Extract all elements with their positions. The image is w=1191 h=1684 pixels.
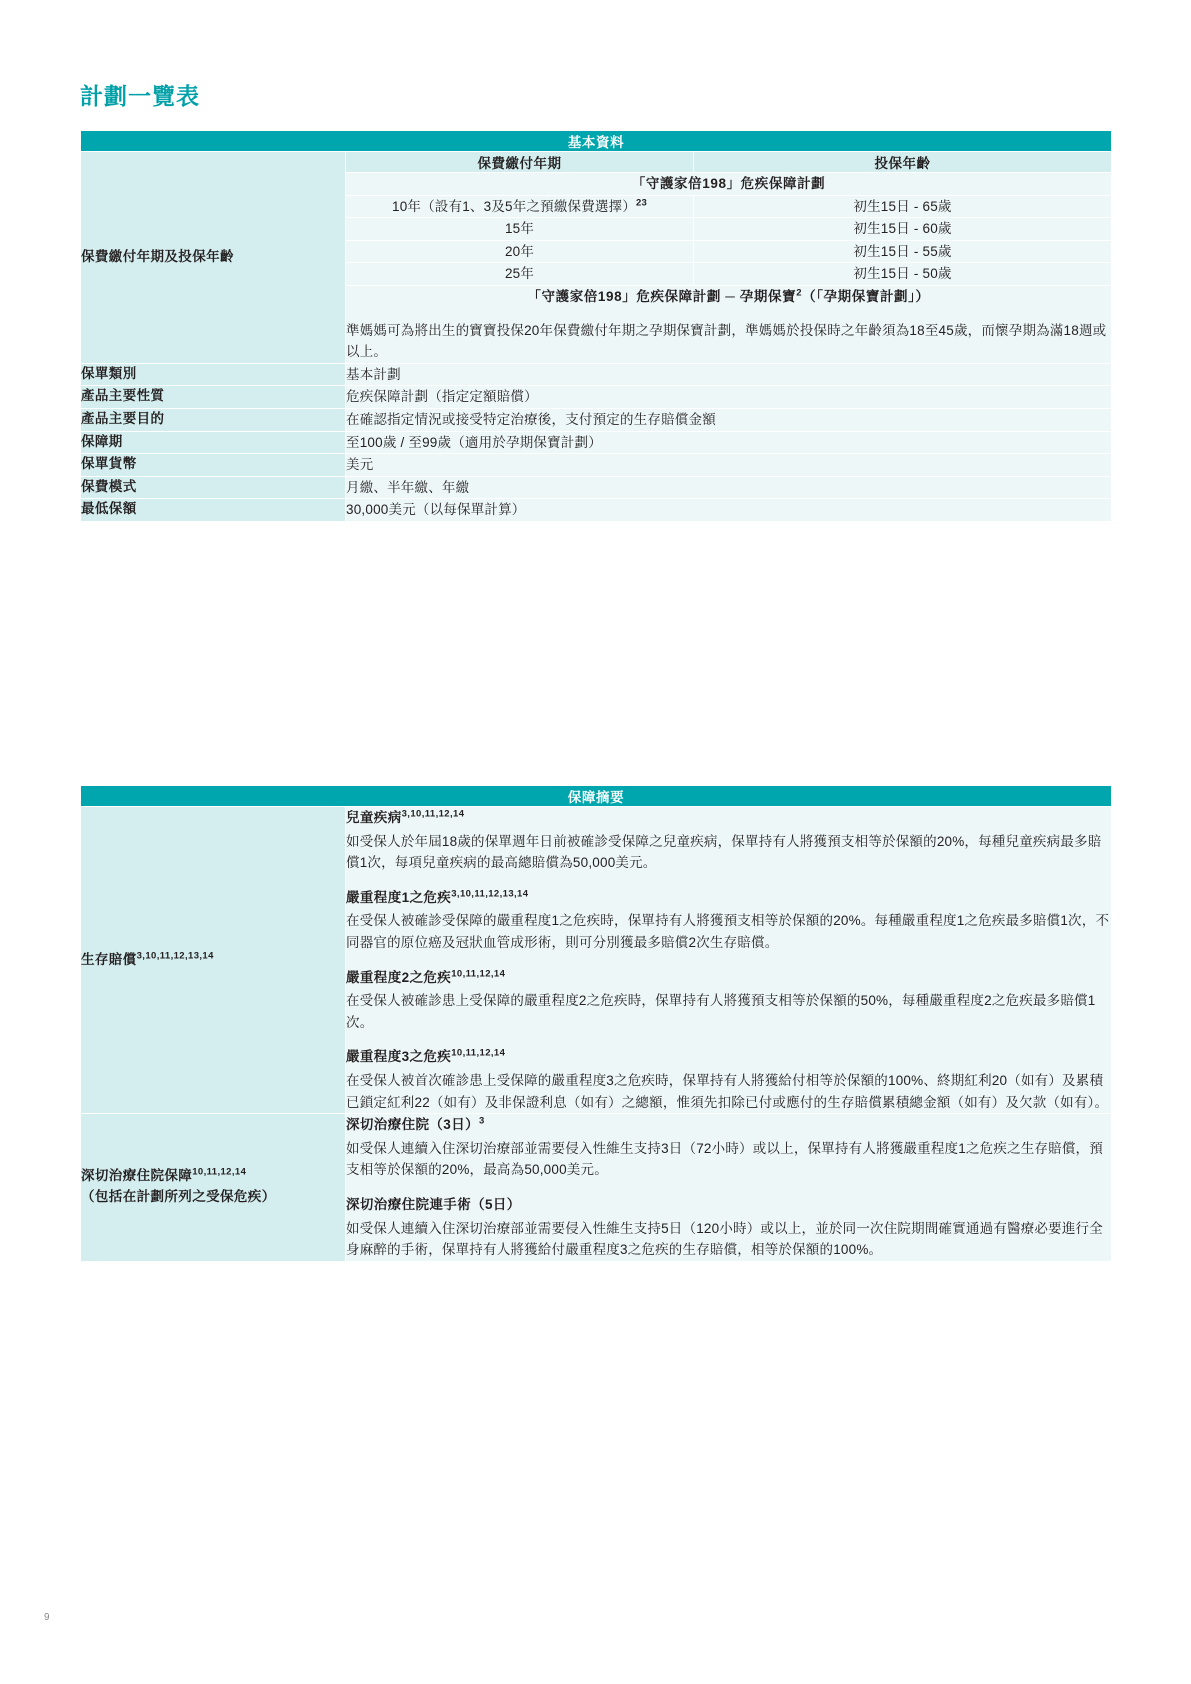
benefit-body-icu-3days: 如受保人連續入住深切治療部並需要侵入性維生支持3日（72小時）或以上，保單持有人將獲嚴重程度1之危疾之生存賠償，預支相等於保額的20%，最高為50,000美元。: [346, 1140, 1103, 1178]
table-row: [81, 152, 1112, 173]
basic-info-table: [80, 130, 1112, 522]
benefit-body-severity-3: 在受保人被首次確診患上受保障的嚴重程度3之危疾時，保單持有人將獲給付相等於保額的100%、終期紅利20（如有）及累積已鎖定紅利22（如有）及非保證利息（如有）之總額，惟須先扣除已付或應付的生存賠償累積總金額（如有）及欠款（如有）。: [346, 1072, 1109, 1110]
row-label-living-benefit-footnote: 3,10,11,12,13,14: [136, 950, 214, 962]
benefit-body-severity-2: 在受保人被確診患上受保障的嚴重程度2之危疾時，保單持有人將獲預支相等於保額的50%，每種嚴重程度2之危疾最多賠償1次。: [346, 993, 1096, 1030]
benefit-subtitle-severity-3: 嚴重程度3之危疾$^{10,11,12,14}$: [346, 1047, 506, 1065]
premium-term-footnote-1: 23: [636, 197, 647, 209]
row-value-product-nature: 危疾保障計劃（指定定額賠償）: [346, 386, 1112, 409]
benefit-body-child-illness: 如受保人於年屆18歲的保單週年日前被確診受保障之兒童疾病，保單持有人將獲預支相等於保額的20%，每種兒童疾病最多賠償1次，每項兒童疾病的最高總賠償為50,000美元。: [346, 833, 1102, 871]
row-value-benefit-term: 至100歲 / 至99歲（適用於孕期保寶計劃）: [346, 431, 1112, 454]
row-label-benefit-term: 保障期: [81, 431, 346, 454]
benefit-subtitle-severity-2: 嚴重程度2之危疾$^{10,11,12,14}$: [346, 968, 506, 985]
benefit-block-child-illness: [346, 807, 1111, 874]
table-row: [81, 431, 1112, 454]
row-value-policy-category: 基本計劃: [346, 363, 1112, 386]
benefit-block-severity-1: [346, 887, 1111, 954]
row-label-premium-term-and-age: 保費繳付年期及投保年齡: [81, 152, 346, 364]
row-label-icu-benefit-footnote: 10,11,12,14: [192, 1166, 247, 1178]
row-value-living-benefit: [346, 807, 1112, 1114]
table-row: [81, 786, 1112, 807]
issue-age-value-1: 初生15日 - 65歲: [694, 195, 1112, 218]
premium-term-value-1: [346, 195, 694, 218]
prenatal-plan-heading-post: （「孕期保寶計劃」）: [802, 288, 930, 304]
row-label-icu-benefit: [81, 1114, 346, 1262]
row-value-premium-mode: 月繳、半年繳、年繳: [346, 476, 1112, 499]
prenatal-plan-heading: [346, 286, 1111, 308]
table-row: [81, 131, 1112, 152]
prenatal-plan-heading-footnote: 2: [796, 287, 803, 299]
table-row: [81, 454, 1112, 477]
benefit-subtitle-child-illness: 兒童疾病$^{3,10,11,12,14}$: [346, 808, 465, 825]
benefit-subtitle-icu-surgery-5days: 深切治療住院連手術（5日）: [346, 1196, 521, 1212]
premium-term-value-2: 15年: [346, 218, 694, 241]
benefit-summary-table-block: [80, 785, 1111, 1262]
basic-info-table-block: [80, 130, 1111, 522]
column-header-premium-term: 保費繳付年期: [346, 152, 694, 173]
prenatal-plan-section: [346, 285, 1112, 363]
issue-age-value-2: 初生15日 - 60歲: [694, 218, 1112, 241]
table-row: [81, 408, 1112, 431]
page-title: 計劃一覽表: [80, 83, 200, 109]
row-value-policy-currency: 美元: [346, 454, 1112, 477]
table-row: [81, 807, 1112, 1114]
table-row: [81, 476, 1112, 499]
row-value-product-objective: 在確認指定情況或接受特定治療後，支付預定的生存賠償金額: [346, 408, 1112, 431]
table-row: [81, 499, 1112, 522]
benefit-summary-table: [80, 785, 1112, 1262]
plan-heading-main: 「守護家倍198」危疾保障計劃: [346, 173, 1112, 196]
row-label-product-nature: 產品主要性質: [81, 386, 346, 409]
prenatal-plan-note: 準媽媽可為將出生的寶寶投保20年保費繳付年期之孕期保寶計劃，準媽媽於投保時之年齡須為18至45歲，而懷孕期為滿18週或以上。: [346, 322, 1107, 360]
row-label-policy-currency: 保單貨幣: [81, 454, 346, 477]
table-row: [81, 363, 1112, 386]
row-value-minimum-sum-assured: 30,000美元（以每保單計算）: [346, 499, 1112, 522]
benefit-body-icu-surgery-5days: 如受保人連續入住深切治療部並需要侵入性維生支持5日（120小時）或以上，並於同一次住院期間確實通過有醫療必要進行全身麻醉的手術，保單持有人將獲給付嚴重程度3之危疾的生存賠償，相等於保額的100%。: [346, 1220, 1103, 1258]
premium-term-value-3: 20年: [346, 240, 694, 263]
premium-term-value-4: 25年: [346, 263, 694, 286]
row-label-living-benefit: [81, 807, 346, 1114]
benefit-body-severity-1: 在受保人被確診受保障的嚴重程度1之危疾時，保單持有人將獲預支相等於保額的20%。每種嚴重程度1之危疾最多賠償1次，不同器官的原位癌及冠狀血管成形術，則可分別獲最多賠償2次生存賠償。: [346, 913, 1110, 950]
basic-info-band-header: 基本資料: [81, 131, 1112, 152]
row-value-icu-benefit: [346, 1114, 1112, 1262]
issue-age-value-3: 初生15日 - 55歲: [694, 240, 1112, 263]
row-label-minimum-sum-assured: 最低保額: [81, 499, 346, 522]
benefit-summary-band-header: 保障摘要: [81, 786, 1112, 807]
row-label-icu-benefit-text: 深切治療住院保障: [81, 1168, 193, 1184]
benefit-block-severity-2: [346, 967, 1111, 1034]
page-number: 9: [44, 1612, 50, 1623]
benefit-block-icu-surgery-5days: [346, 1194, 1111, 1261]
benefit-block-icu-3days: [346, 1114, 1111, 1181]
table-row: [81, 1114, 1112, 1262]
benefit-block-severity-3: [346, 1046, 1111, 1113]
row-label-living-benefit-text: 生存賠償: [81, 951, 137, 967]
column-header-issue-age: 投保年齡: [694, 152, 1112, 173]
premium-term-text-1: 10年（設有1、3及5年之預繳保費選擇）: [391, 198, 637, 214]
row-label-icu-benefit-subtext: （包括在計劃所列之受保危疾）: [81, 1189, 276, 1205]
table-row: [81, 386, 1112, 409]
row-label-product-objective: 產品主要目的: [81, 408, 346, 431]
row-label-premium-mode: 保費模式: [81, 476, 346, 499]
row-label-policy-category: 保單類別: [81, 363, 346, 386]
prenatal-plan-heading-pre: 「守護家倍198」危疾保障計劃 ─ 孕期保寶: [527, 288, 797, 304]
issue-age-value-4: 初生15日 - 50歲: [694, 263, 1112, 286]
benefit-subtitle-icu-3days: 深切治療住院（3日）$^3$: [346, 1115, 485, 1133]
benefit-subtitle-severity-1: 嚴重程度1之危疾$^{3,10,11,12,13,14}$: [346, 888, 529, 905]
